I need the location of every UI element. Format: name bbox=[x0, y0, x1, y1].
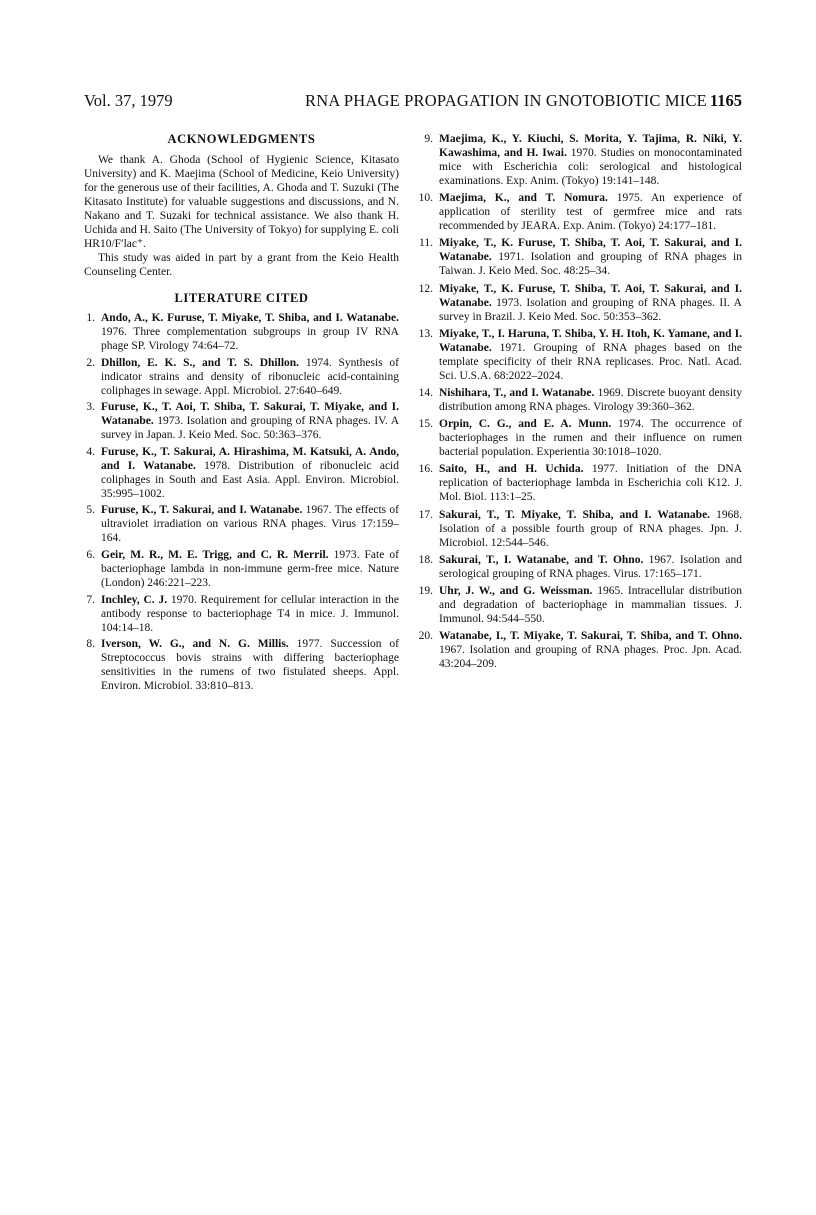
reference-number: 11. bbox=[419, 237, 433, 250]
reference-number: 7. bbox=[86, 593, 95, 606]
reference-number: 20. bbox=[418, 630, 433, 643]
reference-details: 1970. Requirement for cellular interaction in the antibody response to bacteriophage T4 in mice. J. Immunol. 104:14–18. bbox=[101, 593, 400, 634]
reference-item bbox=[84, 593, 399, 635]
reference-item bbox=[417, 417, 742, 459]
left-column bbox=[84, 132, 399, 696]
reference-details: 1976. Three complementation subgroups in group IV RNA phage SP. Virology 74:64–72. bbox=[101, 326, 399, 352]
reference-text bbox=[439, 132, 742, 188]
reference-text bbox=[101, 503, 399, 545]
reference-authors: Miyake, T., K. Furuse, T. Shiba, T. Aoi, T. Sakurai, and I. Watanabe. bbox=[439, 237, 742, 264]
running-head bbox=[84, 91, 742, 113]
reference-authors: Iverson, W. G., and N. G. Millis. bbox=[101, 638, 289, 651]
reference-number: 14. bbox=[418, 386, 433, 399]
reference-text bbox=[101, 400, 399, 442]
reference-number: 13. bbox=[418, 327, 433, 340]
reference-details: 1974. The occurrence of bacteriophages in the rumen and their influence on rumen bacterial population. Experientia 30:1018–1020. bbox=[439, 418, 742, 459]
reference-text bbox=[101, 637, 399, 693]
reference-list-right bbox=[417, 132, 742, 671]
reference-text bbox=[101, 593, 399, 635]
reference-text bbox=[439, 282, 742, 324]
reference-item bbox=[417, 386, 742, 414]
volume-year: Vol. 37, 1979 bbox=[84, 91, 173, 110]
reference-authors: Nishihara, T., and I. Watanabe. bbox=[439, 386, 595, 399]
reference-text bbox=[439, 236, 742, 278]
reference-item bbox=[417, 508, 742, 550]
reference-text bbox=[439, 417, 742, 459]
reference-item bbox=[84, 445, 399, 501]
reference-details: 1967. Isolation and grouping of RNA phages. Proc. Jpn. Acad. 43:204–209. bbox=[439, 644, 742, 671]
reference-text bbox=[439, 386, 742, 414]
reference-authors: Furuse, K., T. Aoi, T. Shiba, T. Sakurai, T. Miyake, and I. Watanabe. bbox=[101, 401, 399, 428]
reference-details: 1969. Discrete buoyant density distribution among RNA phages. Virology 39:360–362. bbox=[439, 386, 742, 413]
reference-item bbox=[84, 548, 399, 590]
reference-item bbox=[417, 629, 742, 671]
page-number: 1165 bbox=[709, 91, 742, 110]
literature-cited-heading: LITERATURE CITED bbox=[174, 291, 309, 305]
reference-authors: Maejima, K., and T. Nomura. bbox=[439, 192, 608, 205]
reference-text bbox=[101, 445, 399, 501]
reference-item bbox=[84, 637, 399, 693]
reference-text bbox=[101, 356, 399, 398]
reference-item bbox=[417, 327, 742, 383]
reference-authors: Uhr, J. W., and G. Weissman. bbox=[439, 584, 593, 597]
reference-item bbox=[417, 191, 742, 233]
acknowledgments-paragraph-2: This study was aided in part by a grant from the Keio Health Counseling Center. bbox=[84, 252, 399, 278]
reference-authors: Ando, A., K. Furuse, T. Miyake, T. Shiba, and I. Watanabe. bbox=[101, 312, 399, 324]
reference-authors: Saito, H., and H. Uchida. bbox=[439, 463, 584, 476]
reference-number: 17. bbox=[418, 508, 433, 521]
reference-details: 1970. Studies on monocontaminated mice with Escherichia coli: serological and histological examinations. Exp. Anim. (Tokyo) 19:141–148. bbox=[439, 147, 742, 187]
reference-number: 12. bbox=[418, 282, 433, 295]
reference-number: 19. bbox=[418, 584, 433, 597]
reference-number: 2. bbox=[86, 356, 95, 369]
right-column bbox=[417, 132, 742, 674]
running-title: RNA PHAGE PROPAGATION IN GNOTOBIOTIC MICE bbox=[305, 91, 707, 110]
reference-item bbox=[84, 311, 399, 353]
reference-details: 1971. Grouping of RNA phages based on the template specificity of their RNA replicases. Proc. Natl. Acad. Sci. U.S.A. 68:2022–2024. bbox=[439, 341, 742, 382]
reference-authors: Sakurai, T., I. Watanabe, and T. Ohno. bbox=[439, 553, 644, 566]
reference-item bbox=[417, 282, 742, 324]
reference-item bbox=[417, 236, 742, 278]
reference-details: 1967. The effects of ultraviolet irradiation on various RNA phages. Virus 17:159–164. bbox=[101, 504, 399, 545]
reference-authors: Sakurai, T., T. Miyake, T. Shiba, and I. Watanabe. bbox=[439, 508, 711, 521]
reference-item bbox=[417, 584, 742, 626]
reference-authors: Miyake, T., K. Furuse, T. Shiba, T. Aoi, T. Sakurai, and I. Watanabe. bbox=[439, 282, 742, 309]
reference-details: 1977. Succession of Streptococcus bovis strains with differing bacteriophage sensitivities in the rumens of two fistulated sheeps. Appl. Environ. Microbiol. 33:810–813. bbox=[101, 638, 400, 693]
reference-authors: Miyake, T., I. Haruna, T. Shiba, Y. H. Itoh, K. Yamane, and I. Watanabe. bbox=[439, 327, 742, 354]
reference-details: 1974. Synthesis of indicator strains and density of ribonucleic acid-containing coliphages in sewage. Appl. Microbiol. 27:640–649. bbox=[101, 356, 400, 397]
reference-number: 9. bbox=[424, 133, 433, 145]
reference-details: 1973. Isolation and grouping of RNA phages. IV. A survey in Japan. J. Keio Med. Soc. 50:363–376. bbox=[101, 415, 399, 442]
reference-text bbox=[439, 462, 742, 504]
reference-authors: Furuse, K., T. Sakurai, and I. Watanabe. bbox=[101, 504, 303, 517]
reference-authors: Inchley, C. J. bbox=[101, 593, 168, 606]
reference-item bbox=[417, 553, 742, 581]
reference-details: 1967. Isolation and serological grouping of RNA phages. Virus. 17:165–171. bbox=[439, 553, 742, 580]
reference-details: 1978. Distribution of ribonucleic acid coliphages in South and East Asia. Appl. Environ. Microbiol. 35:995–1002. bbox=[101, 459, 400, 500]
reference-item bbox=[84, 503, 399, 545]
reference-authors: Dhillon, E. K. S., and T. S. Dhillon. bbox=[101, 356, 300, 369]
reference-details: 1968. Isolation of a possible fourth group of RNA phages. Jpn. J. Microbiol. 12:544–546. bbox=[439, 508, 743, 549]
reference-authors: Furuse, K., T. Sakurai, A. Hirashima, M. Katsuki, A. Ando, and I. Watanabe. bbox=[101, 445, 399, 472]
reference-list-left bbox=[84, 311, 399, 693]
reference-number: 15. bbox=[418, 418, 433, 431]
reference-number: 18. bbox=[418, 553, 433, 566]
reference-number: 16. bbox=[418, 463, 433, 476]
reference-item bbox=[417, 462, 742, 504]
reference-number: 3. bbox=[86, 401, 95, 414]
reference-text bbox=[439, 553, 742, 581]
reference-text bbox=[439, 629, 742, 671]
reference-details: 1973. Fate of bacteriophage lambda in non-immune germ-free mice. Nature (London) 246:221–223. bbox=[101, 548, 399, 589]
reference-text bbox=[439, 191, 742, 233]
reference-text bbox=[439, 508, 742, 550]
acknowledgments-heading: ACKNOWLEDGMENTS bbox=[167, 132, 316, 146]
reference-details: 1971. Isolation and grouping of RNA phages in Taiwan. J. Keio Med. Soc. 48:25–34. bbox=[439, 251, 742, 278]
reference-number: 8. bbox=[86, 638, 95, 651]
reference-authors: Geir, M. R., M. E. Trigg, and C. R. Merril. bbox=[101, 548, 329, 561]
reference-number: 4. bbox=[86, 445, 95, 458]
reference-text bbox=[101, 311, 399, 353]
reference-details: 1975. An experience of application of sterility test of germfree mice and rats recommended by JEARA. Exp. Anim. (Tokyo) 24:177–181. bbox=[439, 192, 742, 233]
reference-details: 1973. Isolation and grouping of RNA phages. II. A survey in Brazil. J. Keio Med. Soc. 50:353–362. bbox=[439, 296, 742, 323]
reference-details: 1977. Initiation of the DNA replication of bacteriophage lambda in Escherichia coli K12. J. Mol. Biol. 113:1–25. bbox=[439, 463, 743, 504]
reference-number: 1. bbox=[86, 312, 95, 324]
reference-text bbox=[439, 584, 742, 626]
reference-authors: Maejima, K., Y. Kiuchi, S. Morita, Y. Tajima, R. Niki, Y. Kawashima, and H. Iwai. bbox=[439, 133, 742, 159]
reference-item bbox=[84, 356, 399, 398]
reference-item bbox=[417, 132, 742, 188]
reference-number: 5. bbox=[86, 504, 95, 517]
reference-details: 1965. Intracellular distribution and degradation of bacteriophage in mammalian tissues. J. Immunol. 94:544–550. bbox=[439, 584, 742, 625]
reference-number: 6. bbox=[86, 548, 95, 561]
reference-authors: Orpin, C. G., and E. A. Munn. bbox=[439, 418, 612, 431]
acknowledgments-paragraph-1: We thank A. Ghoda (School of Hygienic Science, Kitasato University) and K. Maejima (School of Medicine, Keio University) for the generous use of their facilities, A. Ghoda and T. Suzuki (The Kitasato Institute) for valuable suggestions and discussions, and N. Nakano and T. Suzaki for technical assistance. We also thank H. Uchida and H. Saito (The University of Tokyo) for supplying E. coli HR10/F′lac⁺. bbox=[84, 154, 399, 250]
reference-text bbox=[101, 548, 399, 590]
reference-item bbox=[84, 400, 399, 442]
reference-text bbox=[439, 327, 742, 383]
reference-number: 10. bbox=[418, 192, 433, 205]
reference-authors: Watanabe, I., T. Miyake, T. Sakurai, T. Shiba, and T. Ohno. bbox=[439, 630, 742, 643]
